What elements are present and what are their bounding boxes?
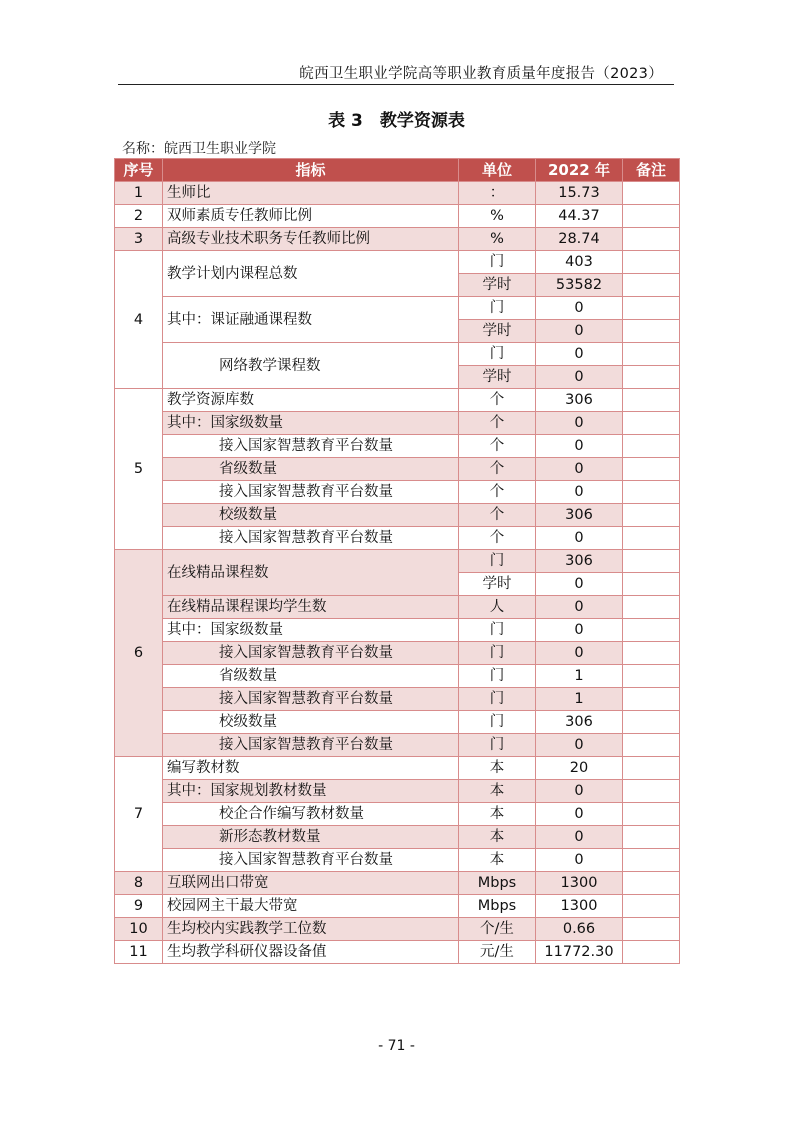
page-number: - 71 - <box>378 1038 415 1054</box>
row-value: 306 <box>536 504 623 527</box>
row-value: 306 <box>536 550 623 573</box>
table-row <box>115 619 680 642</box>
row-unit: 个 <box>459 481 536 504</box>
row-indicator: 网络教学课程数 <box>163 343 459 389</box>
table-row <box>115 688 680 711</box>
row-no: 6 <box>115 550 163 757</box>
table-row <box>115 918 680 941</box>
row-value: 0 <box>536 573 623 596</box>
row-value: 0.66 <box>536 918 623 941</box>
row-unit: 门 <box>459 711 536 734</box>
row-indicator: 其中：国家级数量 <box>163 619 459 642</box>
row-note <box>623 803 680 826</box>
row-value: 306 <box>536 711 623 734</box>
row-unit: 学时 <box>459 573 536 596</box>
row-unit: 门 <box>459 688 536 711</box>
row-note <box>623 642 680 665</box>
row-note <box>623 826 680 849</box>
row-unit: 个 <box>459 435 536 458</box>
row-note <box>623 711 680 734</box>
table-title: 表 3 教学资源表 <box>328 111 465 131</box>
row-value: 1 <box>536 688 623 711</box>
row-indicator: 接入国家智慧教育平台数量 <box>163 734 459 757</box>
table-row <box>115 297 680 320</box>
row-indicator: 其中：国家规划教材数量 <box>163 780 459 803</box>
row-value: 0 <box>536 458 623 481</box>
row-value: 1300 <box>536 895 623 918</box>
row-no: 4 <box>115 251 163 389</box>
row-note <box>623 734 680 757</box>
row-value: 1 <box>536 665 623 688</box>
row-indicator: 省级数量 <box>163 665 459 688</box>
row-note <box>623 320 680 343</box>
row-note <box>623 458 680 481</box>
row-value: 0 <box>536 642 623 665</box>
row-unit: 门 <box>459 734 536 757</box>
row-indicator: 其中：国家级数量 <box>163 412 459 435</box>
row-indicator: 接入国家智慧教育平台数量 <box>163 527 459 550</box>
row-note <box>623 918 680 941</box>
row-unit: ： <box>459 182 536 205</box>
row-indicator: 校企合作编写教材数量 <box>163 803 459 826</box>
row-note <box>623 274 680 297</box>
row-no: 8 <box>115 872 163 895</box>
row-no: 11 <box>115 941 163 964</box>
row-value: 0 <box>536 297 623 320</box>
table-row <box>115 435 680 458</box>
row-value: 0 <box>536 527 623 550</box>
row-note <box>623 757 680 780</box>
header-rule <box>118 84 674 85</box>
row-indicator: 校园网主干最大带宽 <box>163 895 459 918</box>
table-row <box>115 343 680 366</box>
row-note <box>623 182 680 205</box>
row-indicator: 双师素质专任教师比例 <box>163 205 459 228</box>
table-row <box>115 895 680 918</box>
table-row <box>115 734 680 757</box>
table-row <box>115 757 680 780</box>
row-indicator: 编写教材数 <box>163 757 459 780</box>
row-note <box>623 504 680 527</box>
row-unit: 个 <box>459 504 536 527</box>
table-row <box>115 803 680 826</box>
table-row <box>115 780 680 803</box>
row-unit: 门 <box>459 642 536 665</box>
row-value: 0 <box>536 343 623 366</box>
row-note <box>623 481 680 504</box>
table-row <box>115 596 680 619</box>
row-unit: Mbps <box>459 872 536 895</box>
row-unit: 个/生 <box>459 918 536 941</box>
row-indicator: 在线精品课程课均学生数 <box>163 596 459 619</box>
row-unit: 本 <box>459 849 536 872</box>
teaching-resources-table <box>114 158 680 964</box>
row-unit: % <box>459 228 536 251</box>
row-unit: 学时 <box>459 320 536 343</box>
row-indicator: 生均校内实践教学工位数 <box>163 918 459 941</box>
row-indicator: 接入国家智慧教育平台数量 <box>163 481 459 504</box>
row-value: 0 <box>536 619 623 642</box>
row-no: 2 <box>115 205 163 228</box>
table-row <box>115 481 680 504</box>
table-row <box>115 251 680 274</box>
row-indicator: 省级数量 <box>163 458 459 481</box>
row-value: 0 <box>536 803 623 826</box>
row-note <box>623 573 680 596</box>
col-header-no: 序号 <box>115 159 163 182</box>
row-indicator: 新形态教材数量 <box>163 826 459 849</box>
table-row <box>115 504 680 527</box>
row-unit: 门 <box>459 665 536 688</box>
row-indicator: 生均教学科研仪器设备值 <box>163 941 459 964</box>
table-header-row <box>115 159 680 182</box>
col-header-indicator: 指标 <box>163 159 459 182</box>
row-unit: 门 <box>459 251 536 274</box>
org-name: 名称：皖西卫生职业学院 <box>122 141 276 157</box>
row-note <box>623 389 680 412</box>
row-note <box>623 596 680 619</box>
row-indicator: 在线精品课程数 <box>163 550 459 596</box>
row-no: 3 <box>115 228 163 251</box>
col-header-note: 备注 <box>623 159 680 182</box>
row-value: 0 <box>536 596 623 619</box>
row-note <box>623 780 680 803</box>
row-value: 53582 <box>536 274 623 297</box>
row-no: 10 <box>115 918 163 941</box>
row-unit: 本 <box>459 803 536 826</box>
row-unit: 个 <box>459 458 536 481</box>
row-value: 0 <box>536 481 623 504</box>
table-row <box>115 872 680 895</box>
table-row <box>115 665 680 688</box>
row-value: 0 <box>536 412 623 435</box>
row-note <box>623 849 680 872</box>
row-unit: 个 <box>459 389 536 412</box>
row-indicator: 生师比 <box>163 182 459 205</box>
row-indicator: 其中：课证融通课程数 <box>163 297 459 343</box>
row-indicator: 校级数量 <box>163 711 459 734</box>
row-value: 20 <box>536 757 623 780</box>
row-unit: 门 <box>459 343 536 366</box>
row-unit: 本 <box>459 757 536 780</box>
row-note <box>623 228 680 251</box>
row-value: 28.74 <box>536 228 623 251</box>
table-row <box>115 182 680 205</box>
row-indicator: 接入国家智慧教育平台数量 <box>163 435 459 458</box>
row-note <box>623 619 680 642</box>
row-note <box>623 251 680 274</box>
row-note <box>623 527 680 550</box>
row-no: 1 <box>115 182 163 205</box>
row-unit: 门 <box>459 550 536 573</box>
row-indicator: 接入国家智慧教育平台数量 <box>163 642 459 665</box>
teaching-resources-table-wrap <box>114 158 680 964</box>
table-row <box>115 412 680 435</box>
row-unit: % <box>459 205 536 228</box>
row-note <box>623 665 680 688</box>
table-row <box>115 711 680 734</box>
row-indicator: 互联网出口带宽 <box>163 872 459 895</box>
row-unit: 个 <box>459 412 536 435</box>
row-note <box>623 205 680 228</box>
row-unit: 本 <box>459 826 536 849</box>
row-unit: 个 <box>459 527 536 550</box>
row-value: 0 <box>536 320 623 343</box>
row-indicator: 高级专业技术职务专任教师比例 <box>163 228 459 251</box>
table-row <box>115 527 680 550</box>
row-indicator: 接入国家智慧教育平台数量 <box>163 849 459 872</box>
row-unit: Mbps <box>459 895 536 918</box>
table-row <box>115 458 680 481</box>
row-unit: 本 <box>459 780 536 803</box>
row-unit: 学时 <box>459 366 536 389</box>
row-value: 0 <box>536 435 623 458</box>
table-row <box>115 550 680 573</box>
row-value: 0 <box>536 849 623 872</box>
row-note <box>623 895 680 918</box>
row-no: 7 <box>115 757 163 872</box>
row-indicator: 教学资源库数 <box>163 389 459 412</box>
row-value: 44.37 <box>536 205 623 228</box>
row-note <box>623 297 680 320</box>
row-no: 9 <box>115 895 163 918</box>
row-unit: 元/生 <box>459 941 536 964</box>
row-value: 1300 <box>536 872 623 895</box>
table-row <box>115 228 680 251</box>
row-value: 0 <box>536 734 623 757</box>
row-no: 5 <box>115 389 163 550</box>
row-note <box>623 550 680 573</box>
col-header-year: 2022 年 <box>536 159 623 182</box>
table-row <box>115 642 680 665</box>
row-note <box>623 688 680 711</box>
row-indicator: 接入国家智慧教育平台数量 <box>163 688 459 711</box>
row-value: 0 <box>536 780 623 803</box>
row-unit: 学时 <box>459 274 536 297</box>
col-header-unit: 单位 <box>459 159 536 182</box>
row-note <box>623 343 680 366</box>
table-row <box>115 826 680 849</box>
row-unit: 门 <box>459 297 536 320</box>
row-note <box>623 941 680 964</box>
row-value: 15.73 <box>536 182 623 205</box>
report-header: 皖西卫生职业学院高等职业教育质量年度报告（2023） <box>299 66 663 82</box>
row-value: 0 <box>536 826 623 849</box>
row-value: 0 <box>536 366 623 389</box>
row-note <box>623 435 680 458</box>
row-note <box>623 366 680 389</box>
row-indicator: 教学计划内课程总数 <box>163 251 459 297</box>
row-value: 11772.30 <box>536 941 623 964</box>
row-note <box>623 872 680 895</box>
table-row <box>115 941 680 964</box>
row-unit: 门 <box>459 619 536 642</box>
table-row <box>115 205 680 228</box>
row-note <box>623 412 680 435</box>
table-row <box>115 849 680 872</box>
table-row <box>115 389 680 412</box>
row-value: 306 <box>536 389 623 412</box>
row-value: 403 <box>536 251 623 274</box>
row-indicator: 校级数量 <box>163 504 459 527</box>
row-unit: 人 <box>459 596 536 619</box>
